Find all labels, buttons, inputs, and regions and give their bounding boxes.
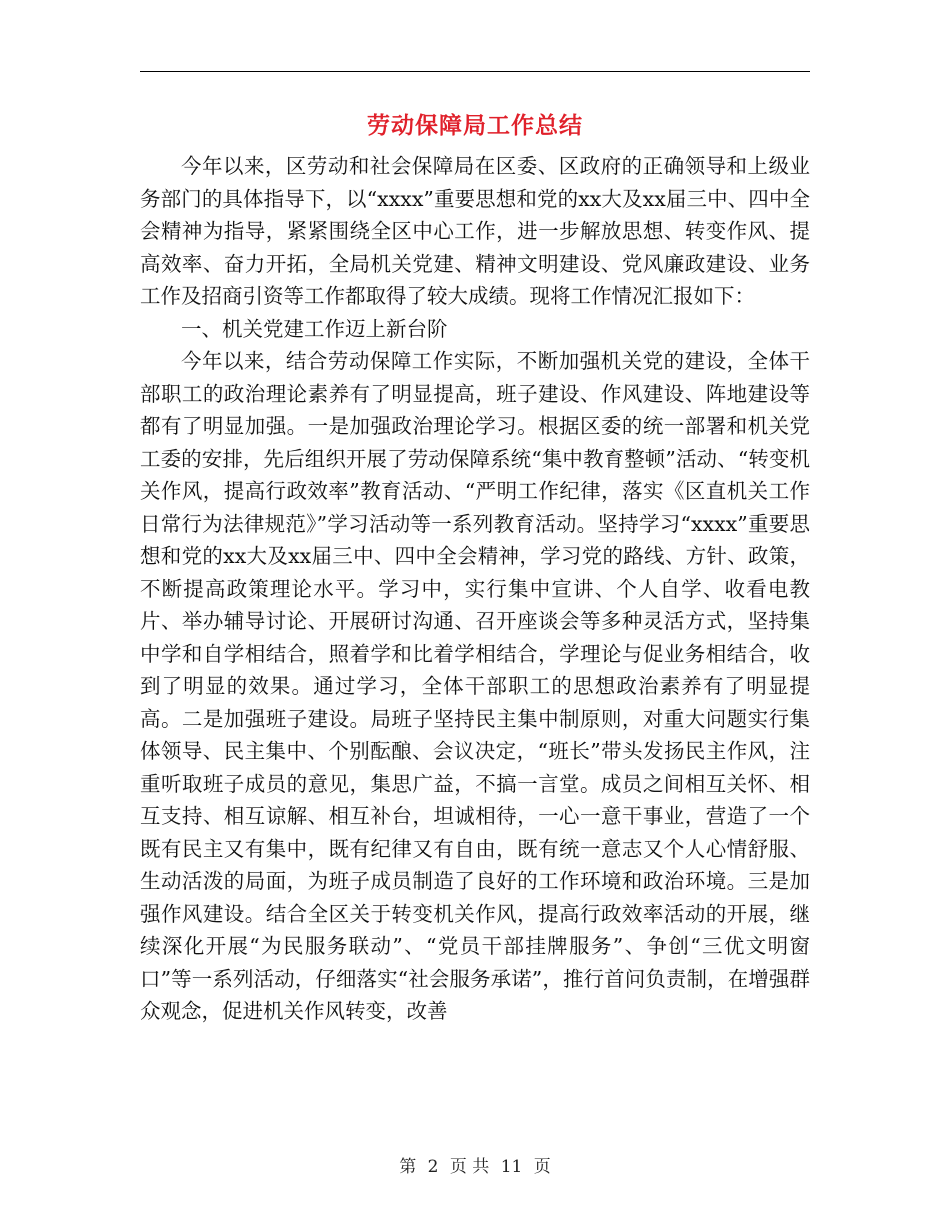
footer-prefix: 第 — [399, 1157, 417, 1177]
footer-total-pages: 11 — [500, 1157, 523, 1177]
document-title: 劳动保障局工作总结 — [367, 112, 583, 139]
section-heading: 一、机关党建工作迈上新台阶 — [181, 316, 448, 341]
intro-paragraph: 今年以来，区劳动和社会保障局在区委、区政府的正确领导和上级业务部门的具体指导下，以“xxxx”重要思想和党的xx大及xx届三中、四中全会精神为指导，紧紧围绕全区中心工作，进一步解放思想、转变作风、提高效率、奋力开拓，全局机关党建、精神文明建设、党风廉政建设、业务工作及招商引资等工作都取得了较大成绩。现将工作情况汇报如下： — [140, 154, 810, 308]
footer-middle: 页 共 — [449, 1157, 490, 1177]
footer-page-number: 2 — [427, 1157, 439, 1177]
page-footer — [0, 1152, 950, 1177]
footer-suffix: 页 — [533, 1157, 551, 1177]
header-rule — [140, 71, 810, 72]
document-body — [140, 150, 810, 1028]
body-paragraph: 今年以来，结合劳动保障工作实际，不断加强机关党的建设，全体干部职工的政治理论素养有了明显提高，班子建设、作风建设、阵地建设等都有了明显加强。一是加强政治理论学习。根据区委的统一部署和机关党工委的安排，先后组织开展了劳动保障系统“集中教育整顿”活动、“转变机关作风，提高行政效率”教育活动、“严明工作纪律，落实《区直机关工作日常行为法律规范》”学习活动等一系列教育活动。坚持学习“xxxx”重要思想和党的xx大及xx届三中、四中全会精神，学习党的路线、方针、政策，不断提高政策理论水平。学习中，实行集中宣讲、个人自学、收看电教片、举办辅导讨论、开展研讨沟通、召开座谈会等多种灵活方式，坚持集中学和自学相结合，照着学和比着学相结合，学理论与促业务相结合，收到了明显的效果。通过学习，全体干部职工的思想政治素养有了明显提高。二是加强班子建设。局班子坚持民主集中制原则，对重大问题实行集体领导、民主集中、个别酝酿、会议决定，“班长”带头发扬民主作风，注重听取班子成员的意见，集思广益，不搞一言堂。成员之间相互关怀、相互支持、相互谅解、相互补台，坦诚相待，一心一意干事业，营造了一个既有民主又有集中，既有纪律又有自由，既有统一意志又个人心情舒服、生动活泼的局面，为班子成员制造了良好的工作环境和政治环境。三是加强作风建设。结合全区关于转变机关作风，提高行政效率活动的开展，继续深化开展“为民服务联动”、“党员干部挂牌服务”、争创“三优文明窗口”等一系列活动，仔细落实“社会服务承诺”，推行首问负责制，在增强群众观念，促进机关作风转变，改善 — [140, 349, 810, 1023]
